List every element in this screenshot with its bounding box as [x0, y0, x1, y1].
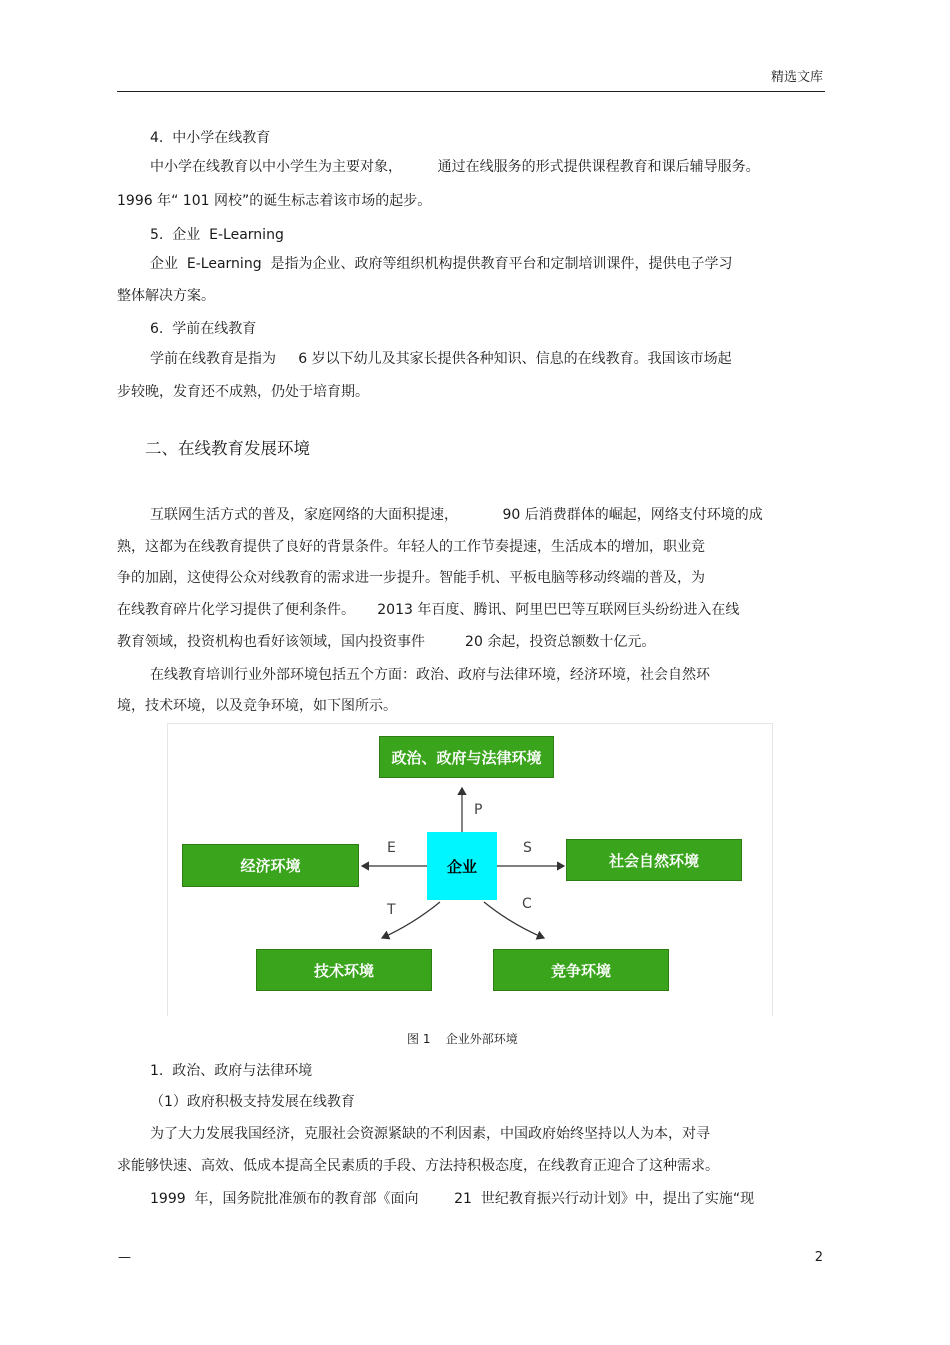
item-heading-5: 5. 企业 E-Learning [150, 227, 284, 243]
arrow-down-right [484, 902, 544, 938]
paragraph-line: 在线教育碎片化学习提供了便利条件。 2013 年百度、腾讯、阿里巴巴等互联网巨头纷纷进入在线 [117, 602, 740, 618]
item-heading-1: 1. 政治、政府与法律环境 [150, 1063, 313, 1079]
paragraph-line: 学前在线教育是指为 6 岁以下幼儿及其家长提供各种知识、信息的在线教育。我国该市场起 [150, 351, 732, 367]
paragraph-line: 整体解决方案。 [117, 288, 215, 304]
paragraph-line: 步较晚，发育还不成熟，仍处于培育期。 [117, 384, 369, 400]
box-competition: 竞争环境 [493, 949, 669, 991]
sub-heading: （1）政府积极支持发展在线教育 [150, 1094, 355, 1110]
box-political: 政治、政府与法律环境 [379, 736, 554, 778]
paragraph-line: 企业 E-Learning 是指为企业、政府等组织机构提供教育平台和定制培训课件，提供电子学习 [150, 256, 733, 272]
box-social: 社会自然环境 [566, 839, 742, 881]
paragraph-line: 争的加剧，这使得公众对线教育的需求进一步提升。智能手机、平板电脑等移动终端的普及，为 [117, 570, 705, 586]
paragraph-line: 求能够快速、高效、低成本提高全民素质的手段、方法持积极态度，在线教育正迎合了这种需求。 [117, 1158, 719, 1174]
paragraph-line: 境，技术环境，以及竞争环境，如下图所示。 [117, 698, 397, 714]
box-technology: 技术环境 [256, 949, 432, 991]
paragraph-line: 1996 年“ 101 网校”的诞生标志着该市场的起步。 [117, 193, 432, 209]
paragraph-line: 在线教育培训行业外部环境包括五个方面：政治、政府与法律环境，经济环境，社会自然环 [150, 667, 710, 683]
paragraph-line: 1999 年，国务院批准颁布的教育部《面向 21 世纪教育振兴行动计划》中，提出了实施“现 [150, 1191, 755, 1207]
item-heading-4: 4. 中小学在线教育 [150, 130, 271, 146]
item-heading-6: 6. 学前在线教育 [150, 321, 257, 337]
box-enterprise: 企业 [427, 832, 497, 900]
paragraph-line: 互联网生活方式的普及，家庭网络的大面积提速， 90 后消费群体的崛起，网络支付环境的成 [150, 507, 763, 523]
header-rule [117, 91, 825, 92]
label-c: C [522, 896, 532, 912]
section-heading: 二、在线教育发展环境 [145, 439, 310, 458]
label-e: E [387, 840, 396, 856]
figure-caption: 图 1 企业外部环境 [407, 1032, 518, 1046]
paragraph-line: 中小学在线教育以中小学生为主要对象， 通过在线服务的形式提供课程教育和课后辅导服务。 [150, 159, 760, 175]
page-number: 2 [814, 1250, 823, 1265]
label-s: S [523, 840, 532, 856]
box-economic: 经济环境 [182, 844, 359, 887]
paragraph-line: 教育领域，投资机构也看好该领域，国内投资事件 20 余起，投资总额数十亿元。 [117, 634, 656, 650]
footer-dash: — [118, 1250, 131, 1265]
paragraph-line: 为了大力发展我国经济，克服社会资源紧缺的不利因素，中国政府始终坚持以人为本，对寻 [150, 1126, 710, 1142]
paragraph-line: 熟，这都为在线教育提供了良好的背景条件。年轻人的工作节奏提速，生活成本的增加，职业竞 [117, 539, 705, 555]
header-label: 精选文库 [770, 70, 823, 85]
label-p: P [474, 802, 483, 818]
label-t: T [387, 902, 396, 918]
pest-diagram [167, 723, 773, 1016]
